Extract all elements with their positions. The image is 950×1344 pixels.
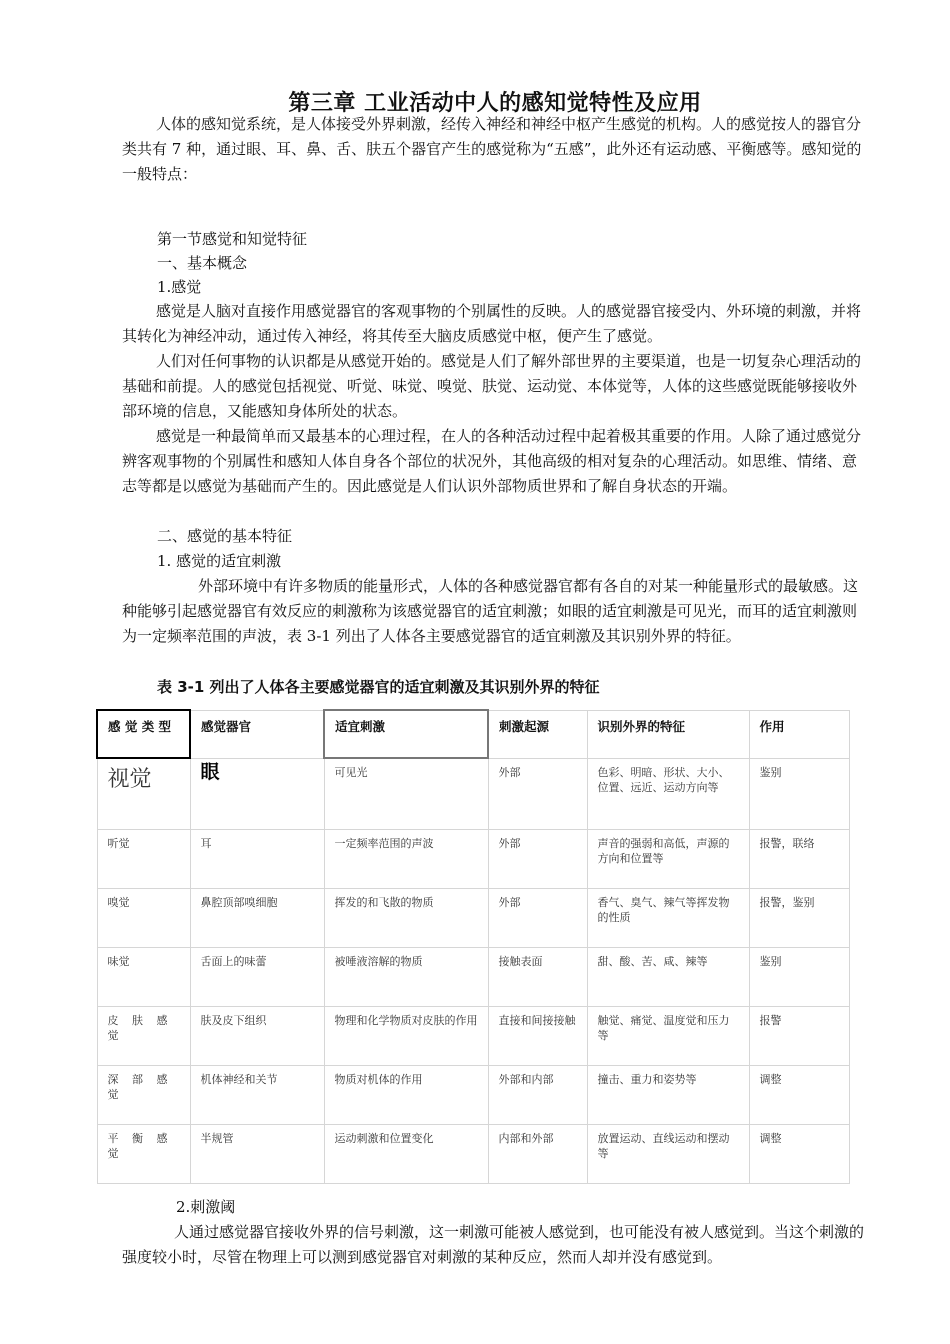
cell-stimulus: 被唾液溶解的物质 <box>324 947 488 1006</box>
heading-sensation: 1.感觉 <box>157 278 202 296</box>
cell-organ: 肤及皮下组织 <box>190 1006 324 1065</box>
header-source: 刺激起源 <box>488 710 587 758</box>
chapter-title: 第三章 工业活动中人的感知觉特性及应用 <box>288 91 702 116</box>
cell-features: 触觉、痛觉、温度觉和压力等 <box>587 1006 749 1065</box>
cell-stimulus: 运动刺激和位置变化 <box>324 1124 488 1183</box>
section-heading: 第一节感觉和知觉特征 <box>157 230 308 248</box>
cell-features: 放置运动、直线运动和摆动等 <box>587 1124 749 1183</box>
cell-sense-type: 深 部 感 觉 <box>97 1065 190 1124</box>
paragraph-sensation-process: 感觉是一种最简单而又最基本的心理过程，在人的各种活动过程中起着极其重要的作用。人除了通过感觉分辨客观事物的个别属性和感知人体自身各个部位的状况外，其他高级的相对复杂的心理活动。如思维、情绪、意志等都是以感觉为基础而产生的。因此感觉是人们认识外部物质世界和了解自身状态的开端。 <box>122 427 862 495</box>
header-function: 作用 <box>749 710 849 758</box>
sense-organ-table <box>96 709 850 1184</box>
heading-adequate-stimulus: 1. 感觉的适宜刺激 <box>157 552 282 570</box>
cell-sense-type: 平 衡 感 觉 <box>97 1124 190 1183</box>
cell-sense-type: 听觉 <box>97 829 190 888</box>
cell-source: 内部和外部 <box>488 1124 587 1183</box>
cell-organ: 机体神经和关节 <box>190 1065 324 1124</box>
cell-sense-type: 视觉 <box>97 758 190 829</box>
cell-function: 报警，鉴别 <box>749 888 849 947</box>
cell-stimulus: 挥发的和飞散的物质 <box>324 888 488 947</box>
heading-basic-concepts: 一、基本概念 <box>157 254 248 272</box>
cell-source: 外部 <box>488 758 587 829</box>
cell-features: 撞击、重力和姿势等 <box>587 1065 749 1124</box>
paragraph-sensation-definition: 感觉是人脑对直接作用感觉器官的客观事物的个别属性的反映。人的感觉器官接受内、外环境的刺激，并将其转化为神经冲动，通过传入神经，将其传至大脑皮质感觉中枢，便产生了感觉。 <box>122 302 862 345</box>
cell-source: 外部和内部 <box>488 1065 587 1124</box>
table-row <box>97 758 849 829</box>
cell-sense-type: 味觉 <box>97 947 190 1006</box>
header-organ: 感觉器官 <box>190 710 324 758</box>
cell-features: 色彩、明暗、形状、大小、位置、远近、运动方向等 <box>587 758 749 829</box>
table-row <box>97 947 849 1006</box>
cell-features: 甜、酸、苦、咸、辣等 <box>587 947 749 1006</box>
cell-function: 鉴别 <box>749 758 849 829</box>
cell-function: 调整 <box>749 1124 849 1183</box>
paragraph-adequate-stimulus: 外部环境中有许多物质的能量形式，人体的各种感觉器官都有各自的对某一种能量形式的最敏感。这种能够引起感觉器官有效反应的刺激称为该感觉器官的适宜刺激；如眼的适宜刺激是可见光，而耳的适宜刺激则为一定频率范围的声波，表 3-1 列出了人体各主要感觉器官的适宜刺激及其识别外界的特征。 <box>122 577 859 645</box>
paragraph-threshold: 人通过感觉器官接收外界的信号刺激，这一刺激可能被人感觉到，也可能没有被人感觉到。当这个刺激的强度较小时，尽管在物理上可以测到感觉器官对刺激的某种反应，然而人却并没有感觉到。 <box>122 1223 865 1266</box>
cell-stimulus: 物理和化学物质对皮肤的作用 <box>324 1006 488 1065</box>
table-caption: 表 3-1 列出了人体各主要感觉器官的适宜刺激及其识别外界的特征 <box>157 678 600 696</box>
cell-organ: 舌面上的味蕾 <box>190 947 324 1006</box>
cell-function: 报警 <box>749 1006 849 1065</box>
header-features: 识别外界的特征 <box>587 710 749 758</box>
heading-threshold: 2.刺激阈 <box>176 1198 236 1216</box>
cell-organ: 半规管 <box>190 1124 324 1183</box>
cell-stimulus: 物质对机体的作用 <box>324 1065 488 1124</box>
table-header-row <box>97 710 849 758</box>
table-row <box>97 888 849 947</box>
paragraph-sensation-importance: 人们对任何事物的认识都是从感觉开始的。感觉是人们了解外部世界的主要渠道，也是一切复杂心理活动的基础和前提。人的感觉包括视觉、听觉、味觉、嗅觉、肤觉、运动觉、本体觉等，人体的这些感觉既能够接收外部环境的信息，又能感知身体所处的状态。 <box>122 352 862 420</box>
cell-function: 报警，联络 <box>749 829 849 888</box>
table-row <box>97 829 849 888</box>
cell-organ: 眼 <box>190 758 324 829</box>
cell-stimulus: 可见光 <box>324 758 488 829</box>
table-row <box>97 1006 849 1065</box>
cell-organ: 耳 <box>190 829 324 888</box>
intro-paragraph: 人体的感知觉系统，是人体接受外界刺激，经传入神经和神经中枢产生感觉的机构。人的感觉按人的器官分类共有 7 种，通过眼、耳、鼻、舌、肤五个器官产生的感觉称为“五感”，此外还有运动感、平衡感等。感知觉的一般特点： <box>122 115 862 183</box>
cell-function: 鉴别 <box>749 947 849 1006</box>
cell-stimulus: 一定频率范围的声波 <box>324 829 488 888</box>
cell-source: 外部 <box>488 829 587 888</box>
heading-basic-features: 二、感觉的基本特征 <box>157 527 293 545</box>
table-row <box>97 1124 849 1183</box>
cell-source: 接触表面 <box>488 947 587 1006</box>
cell-features: 声音的强弱和高低，声源的方向和位置等 <box>587 829 749 888</box>
cell-sense-type: 嗅觉 <box>97 888 190 947</box>
cell-organ: 鼻腔顶部嗅细胞 <box>190 888 324 947</box>
cell-source: 直接和间接接触 <box>488 1006 587 1065</box>
cell-features: 香气、臭气、辣气等挥发物的性质 <box>587 888 749 947</box>
cell-sense-type: 皮 肤 感 觉 <box>97 1006 190 1065</box>
header-sense-type: 感 觉 类 型 <box>97 710 190 758</box>
table-row <box>97 1065 849 1124</box>
cell-source: 外部 <box>488 888 587 947</box>
cell-function: 调整 <box>749 1065 849 1124</box>
header-stimulus: 适宜刺激 <box>324 710 488 758</box>
